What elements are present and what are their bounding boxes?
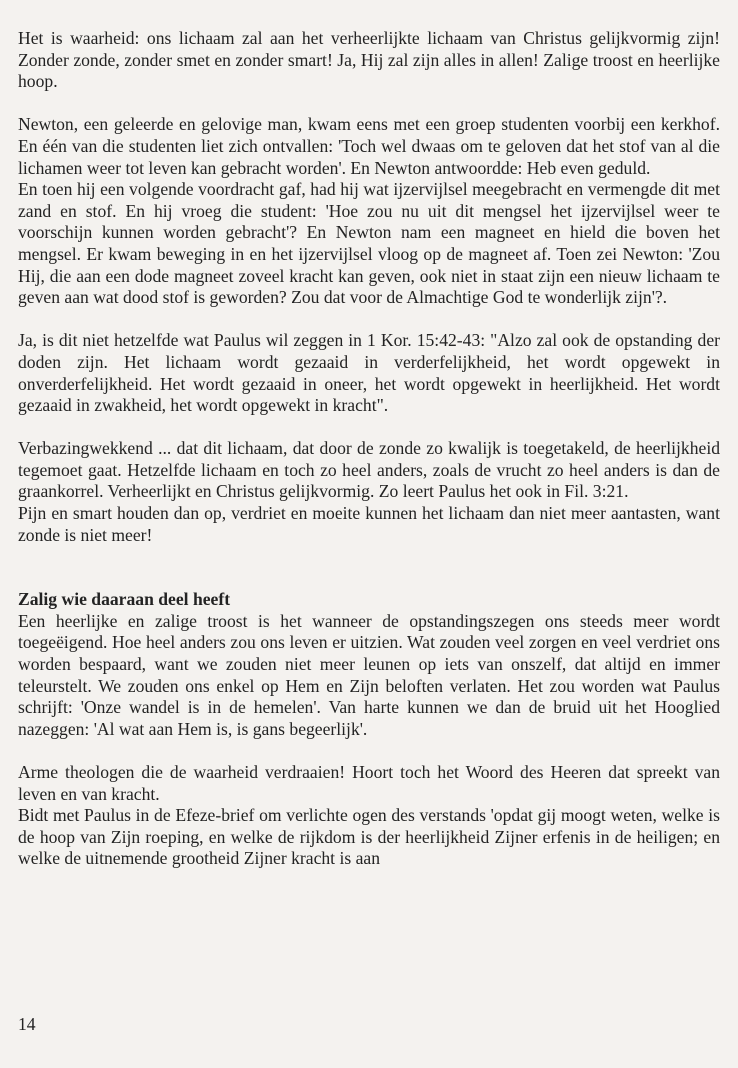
section-heading: Zalig wie daaraan deel heeft: [18, 589, 231, 610]
paragraph-intro-hope: Het is waarheid: ons lichaam zal aan het verheerlijkte lichaam van Christus gelijkvormig zijn! Zonder zonde, zonder smet en zonder smart! Ja, Hij zal zijn alles in allen! Zalige troost en heerlijke hoop.: [18, 28, 720, 92]
paragraph-gap: [18, 93, 720, 115]
paragraph-pain-ends: Pijn en smart houden dan op, verdriet en moeite kunnen het lichaam dan niet meer aantasten, want zonde is niet meer!: [18, 503, 720, 545]
paragraph-comfort: Een heerlijke en zalige troost is het wanneer de opstandingszegen ons steeds meer wordt toegeëigend. Hoe heel anders zou ons leven er uitzien. Wat zouden veel zorgen en veel verdriet ons worden bespaard, want we zouden niet meer leunen op iets van onszelf, dat altijd en immer teleurstelt. We zouden ons enkel op Hem en Zijn beloften verlaten. Het zou worden wat Paulus schrijft: 'Onze wandel is in de hemelen'. Van harte kunnen we dan de bruid uit het Hooglied nazeggen: 'Al wat aan Hem is, is gans begeerlijk'.: [18, 610, 720, 739]
paragraph-theologians: Arme theologen die de waarheid verdraaien! Hoort toch het Woord des Heeren dat spreekt van leven en van kracht.: [18, 762, 720, 804]
paragraph-astonishing: Verbazingwekkend ... dat dit lichaam, dat door de zonde zo kwalijk is toegetakeld, de heerlijkheid tegemoet gaat. Hetzelfde lichaam en toch zo heel anders, zoals de vrucht zo heel anders is dan de graankorrel. Verheerlijkt en Christus gelijkvormig. Zo leert Paulus het ook in Fil. 3:21.: [18, 438, 720, 502]
paragraph-ephesians-prayer: Bidt met Paulus in de Efeze-brief om verlichte ogen des verstands 'opdat gij moogt weten, welke is de hoop van Zijn roeping, en welke de rijkdom is der heerlijkheid Zijner erfenis in de heiligen; en welke de uitnemende grootheid Zijner kracht is aan: [18, 805, 720, 869]
paragraph-gap: [18, 740, 720, 762]
paragraph-gap: [18, 309, 720, 331]
paragraph-newton-graveyard: Newton, een geleerde en gelovige man, kwam eens met een groep studenten voorbij een kerkhof. En één van die studenten liet zich ontvallen: 'Toch wel dwaas om te geloven dat het stof van al die lichamen weer tot leven kan gebracht worden'. En Newton antwoordde: Heb even geduld.: [18, 114, 720, 178]
paragraph-corinthians-quote: Ja, is dit niet hetzelfde wat Paulus wil zeggen in 1 Kor. 15:42-43: "Alzo zal ook de opstanding der doden zijn. Het lichaam wordt gezaaid in verderfelijkheid, het wordt opgewekt in onverderfelijkheid. Het wordt gezaaid in oneer, het wordt opgewekt in heerlijkheid. Het wordt gezaaid in zwakheid, het wordt opgewekt in kracht".: [18, 330, 720, 416]
paragraph-newton-magnet: En toen hij een volgende voordracht gaf, had hij wat ijzervijlsel meegebracht en vermengde dit met zand en stof. En hij vroeg die student: 'Hoe zou nu uit dit mengsel het ijzervijlsel weer te voorschijn kunnen worden gebracht'? En Newton nam een magneet en hield die boven het mengsel. Er kwam beweging in en het ijzervijlsel vloog op de magneet af. Toen zei Newton: 'Zou Hij, die aan een dode magneet zoveel kracht kan geven, ook niet in staat zijn een nieuw lichaam te geven aan wat dood stof is geworden? Zou dat voor de Almachtige God te wonderlijk zijn'?.: [18, 179, 720, 308]
page-body: [18, 28, 720, 870]
page-number: 14: [18, 1014, 36, 1034]
section-gap: [18, 546, 720, 589]
paragraph-gap: [18, 417, 720, 439]
